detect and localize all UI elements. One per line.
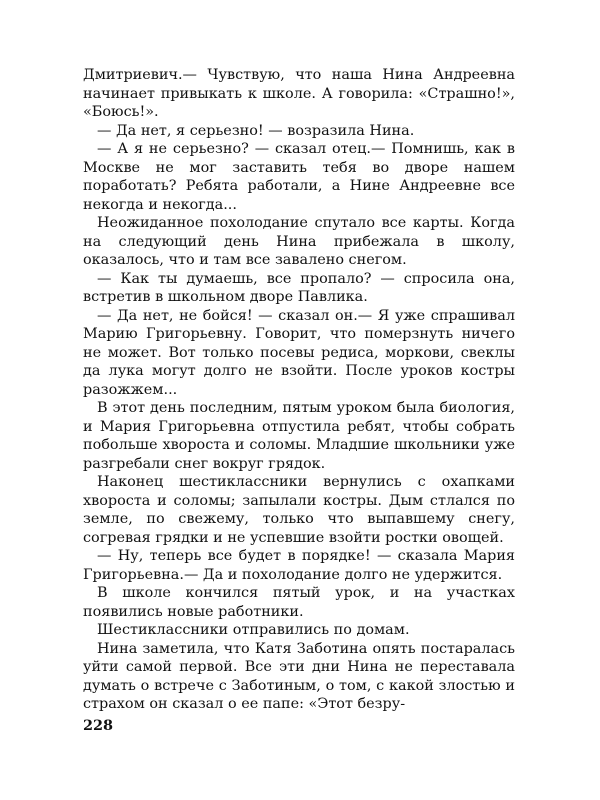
paragraph: Наконец шестиклассники вернулись с охапками хвороста и соломы; запылали костры. Дым стлался по земле, по свежему, только что выпавшему снегу, согревая грядки и не успевшие взойти ростки овощей. xyxy=(83,474,515,546)
paragraph: В этот день последним, пятым уроком была биология, и Мария Григорьевна отпустила ребят, чтобы собрать побольше хвороста и соломы. Младшие школьники уже разгребали снег вокруг грядок. xyxy=(83,400,515,472)
paragraph: В школе кончился пятый урок, и на участках появились новые работники. xyxy=(83,585,515,620)
paragraph: — Да нет, я серьезно! — возразила Нина. xyxy=(97,122,415,139)
paragraph: Шестиклассники отправились по домам. xyxy=(97,622,410,638)
body-text xyxy=(83,66,515,714)
paragraph: — Как ты думаешь, все пропало? — спросила она, встретив в школьном дворе Павлика. xyxy=(83,270,515,305)
paragraph: — А я не серьезно? — сказал отец.— Помнишь, как в Москве не мог заставить тебя во дворе нашем поработать? Ребята работали, а Нине Андреевне все некогда и некогда... xyxy=(83,141,515,213)
paragraph: Дмитриевич.— Чувствую, что наша Нина Андреевна начинает привыкать к школе. А говорила: «Страшно!», «Боюсь!». xyxy=(83,67,515,120)
paragraph: — Ну, теперь все будет в порядке! — сказала Мария Григорьевна.— Да и похолодание долго не удержится. xyxy=(83,548,515,583)
paragraph: Неожиданное похолодание спутало все карты. Когда на следующий день Нина прибежала в школу, оказалось, что и там все завалено снегом. xyxy=(83,215,515,268)
paragraph: Нина заметила, что Катя Заботина опять постаралась уйти самой первой. Все эти дни Нина не переставала думать о встрече с Заботиным, о том, с какой злостью и страхом он сказал о ее папе: «Этот безру- xyxy=(83,640,515,712)
page-number: 228 xyxy=(83,717,114,734)
paragraph: — Да нет, не бойся! — сказал он.— Я уже спрашивал Марию Григорьевну. Говорит, что померзнуть ничего не может. Вот только посевы редиса, моркови, свеклы да лука могут долго не взойти. После уроков костры разожжем... xyxy=(83,307,515,398)
